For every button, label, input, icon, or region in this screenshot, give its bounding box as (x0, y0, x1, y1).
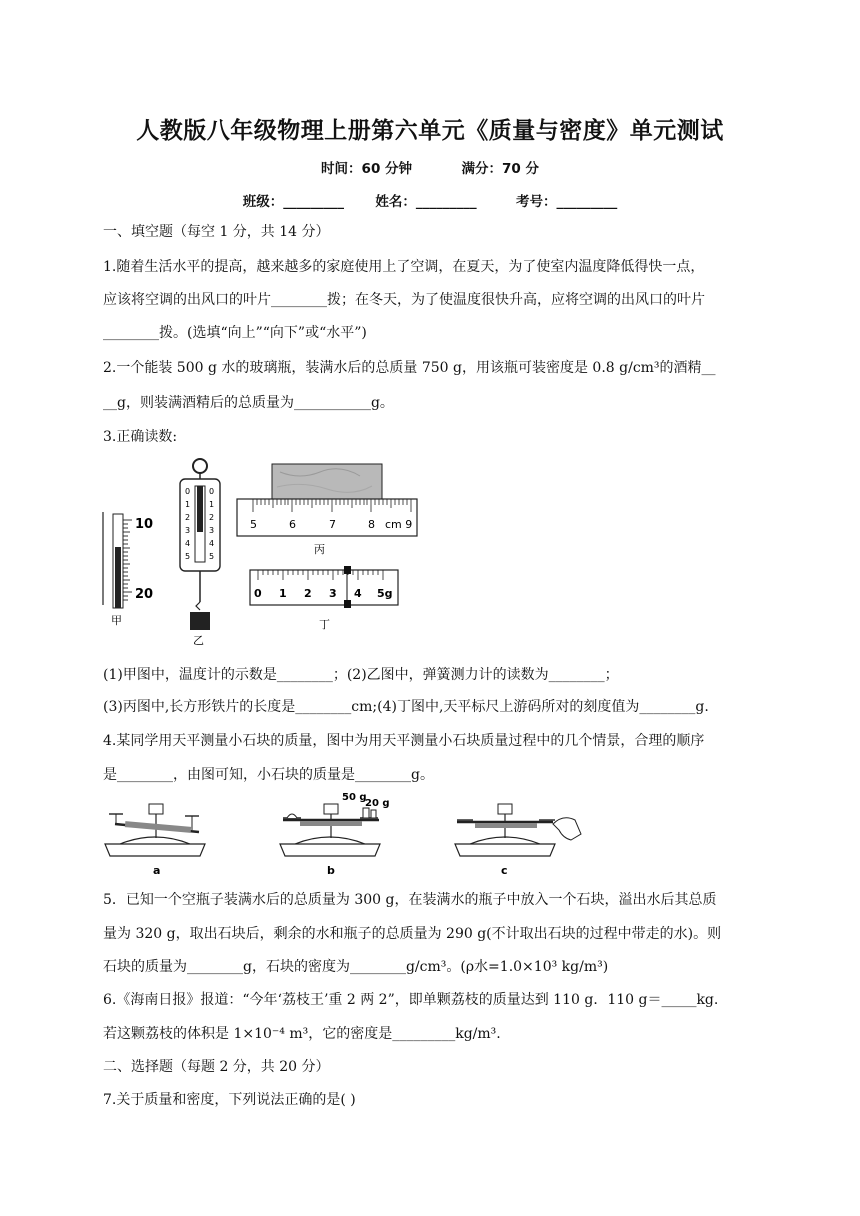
thermometer-figure (103, 512, 153, 627)
label-yi: 乙 (193, 634, 204, 647)
ruler-tick-5: 5 (250, 518, 257, 531)
ruler-figure (237, 464, 417, 556)
balance-scene-c (455, 804, 581, 877)
spring-tick-5-left: 5 (185, 552, 191, 561)
q3-line-1: (1)甲图中，温度计的示数是________；(2)乙图中，弹簧测力计的读数为________； (103, 667, 619, 683)
balance-tick-1: 1 (279, 587, 287, 600)
q5-line-3: 石块的质量为________g，石块的密度为________g/cm³。(ρ水=1.0×10³ kg/m³) (103, 959, 609, 975)
spring-tick-0-left: 0 (185, 487, 191, 496)
spring-tick-2-left: 2 (185, 513, 191, 522)
weight-20g-label: 20 g (365, 798, 390, 809)
label-bing: 丙 (314, 543, 325, 556)
balance-scale-figure (250, 566, 398, 631)
name-field[interactable]: 姓名：_________ (375, 194, 477, 210)
q1-line-3: ________拨。(选填“向上”“向下”或“水平”) (103, 325, 367, 341)
spring-tick-5-right: 5 (209, 552, 215, 561)
exam-number-field[interactable]: 考号：_________ (516, 194, 618, 210)
q3-instruments-figure (95, 452, 425, 652)
q5-line-1: 5．已知一个空瓶子装满水后的总质量为 300 g，在装满水的瓶子中放入一个石块，溢出水后其总质 (103, 892, 717, 908)
q7-line-1: 7.关于质量和密度，下列说法正确的是( ) (103, 1092, 356, 1108)
q4-line-2: 是________，由图可知，小石块的质量是________g。 (103, 767, 434, 783)
ruler-tick-7: 7 (329, 518, 336, 531)
label-c: c (501, 864, 508, 877)
balance-tick-2: 2 (304, 587, 312, 600)
spring-tick-3-left: 3 (185, 526, 191, 535)
q1-line-2: 应该将空调的出风口的叶片________拨；在冬天，为了使温度很快升高，应将空调的出风口的叶片 (103, 292, 705, 308)
page-title: 人教版八年级物理上册第六单元《质量与密度》单元测试 (136, 118, 724, 144)
section-2-heading: 二、选择题（每题 2 分，共 20 分） (103, 1059, 330, 1075)
spring-tick-4-left: 4 (185, 539, 191, 548)
weight-50g-label: 50 g (342, 792, 367, 803)
balance-tick-0: 0 (254, 587, 262, 600)
thermo-tick-20: 20 (135, 587, 154, 602)
spring-scale-figure (180, 459, 220, 647)
label-b: b (327, 864, 335, 877)
q6-line-1: 6.《海南日报》报道：“今年‘荔枝王’重 2 两 2”，即单颗荔枝的质量达到 110 g．110 g＝_____kg. (103, 992, 719, 1008)
label-jia: 甲 (111, 614, 122, 627)
q4-line-1: 4.某同学用天平测量小石块的质量，图中为用天平测量小石块质量过程中的几个情景，合理的顺序 (103, 733, 705, 749)
balance-tick-4: 4 (354, 587, 362, 600)
q6-line-2: 若这颗荔枝的体积是 1×10⁻⁴ m³，它的密度是_________kg/m³. (103, 1026, 501, 1042)
time-limit: 时间：60 分钟 (321, 161, 413, 177)
q1-line-1: 1.随着生活水平的提高，越来越多的家庭使用上了空调，在夏天，为了使室内温度降低得快一点， (103, 259, 705, 275)
q5-line-2: 量为 320 g，取出石块后，剩余的水和瓶子的总质量为 290 g(不计取出石块的过程中带走的水)。则 (103, 926, 722, 942)
q2-line-1: 2.一个能装 500 g 水的玻璃瓶，装满水后的总质量 750 g，用该瓶可装密度是 0.8 g/cm³的酒精__ (103, 360, 716, 376)
balance-tick-3: 3 (329, 587, 337, 600)
spring-tick-4-right: 4 (209, 539, 215, 548)
label-a: a (153, 864, 161, 877)
ruler-tick-8: 8 (368, 518, 375, 531)
thermo-tick-10: 10 (135, 517, 154, 532)
spring-tick-2-right: 2 (209, 513, 215, 522)
class-field[interactable]: 班级：_________ (242, 194, 344, 210)
q3-line-2: (3)丙图中,长方形铁片的长度是________cm;(4)丁图中,天平标尺上游码所对的刻度值为________g. (103, 699, 709, 715)
balance-tick-5g: 5g (377, 587, 393, 600)
spring-tick-3-right: 3 (209, 526, 215, 535)
exam-meta-row (0, 157, 860, 177)
spring-tick-0-right: 0 (209, 487, 215, 496)
ruler-tick-9-cm: cm 9 (385, 518, 413, 531)
ruler-tick-6: 6 (289, 518, 296, 531)
student-info-row (0, 190, 860, 210)
section-1-heading: 一、填空题（每空 1 分，共 14 分） (103, 224, 330, 240)
label-ding: 丁 (319, 618, 330, 631)
spring-tick-1-left: 1 (185, 500, 191, 509)
q4-balance-figure (95, 788, 585, 880)
balance-scene-a (105, 804, 205, 877)
q2-line-2: __g，则装满酒精后的总质量为___________g。 (103, 395, 394, 411)
balance-scene-b (280, 792, 390, 877)
spring-tick-1-right: 1 (209, 500, 215, 509)
q3-heading: 3.正确读数: (103, 429, 178, 445)
full-score: 满分：70 分 (461, 161, 539, 177)
